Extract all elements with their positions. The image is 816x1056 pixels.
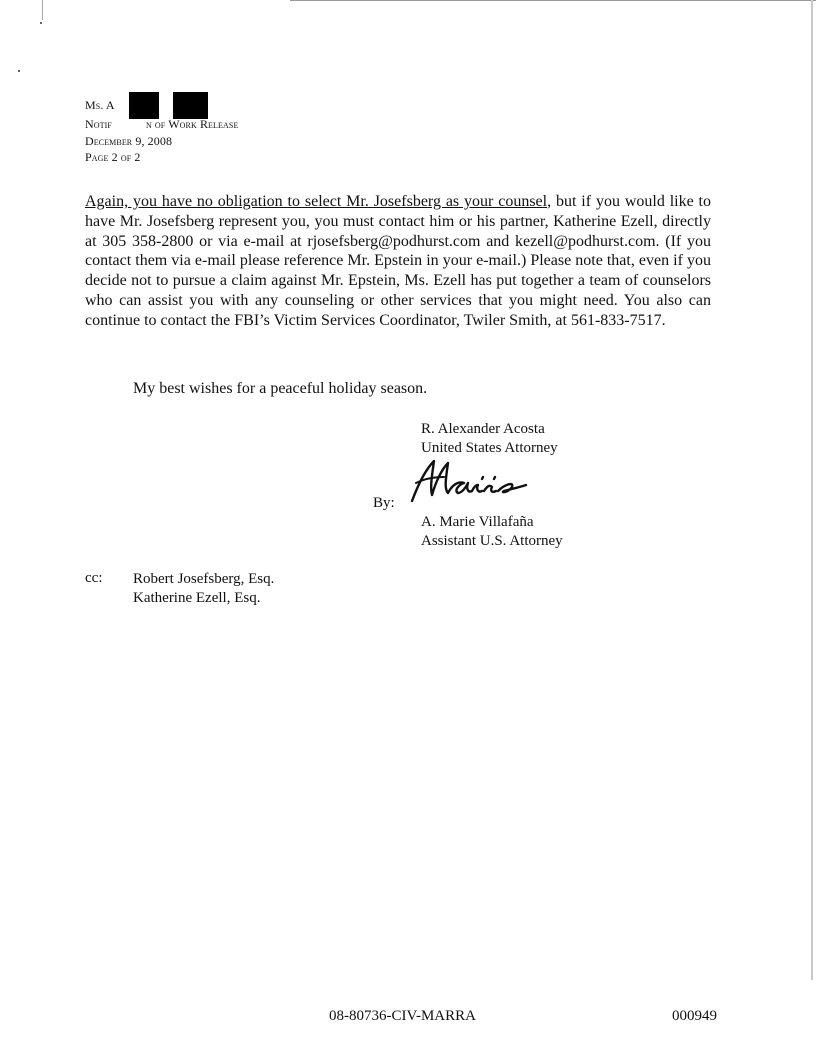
redaction-box — [173, 92, 208, 119]
page-indicator: Page 2 of 2 — [85, 150, 141, 164]
scan-edge-right — [811, 0, 813, 980]
bates-number: 000949 — [672, 1008, 717, 1024]
signatory-title: United States Attorney — [421, 440, 558, 456]
subject-lead: Notif — [85, 117, 112, 131]
agent-name: A. Marie Villafaña — [421, 514, 534, 530]
case-number: 08-80736-CIV-MARRA — [329, 1008, 476, 1024]
scan-speck — [18, 70, 20, 72]
scan-edge-top — [290, 0, 816, 1]
subject-tail: n of Work Release — [145, 117, 239, 131]
recipient-prefix: Ms. A — [85, 98, 115, 112]
redaction-box — [129, 92, 159, 119]
subject-line — [85, 116, 238, 132]
by-label: By: — [373, 495, 395, 511]
scan-speck — [40, 22, 42, 24]
cc-label: cc: — [85, 570, 103, 586]
letter-date: December 9, 2008 — [85, 134, 173, 148]
body-text: , but if you would like to have Mr. Josefsberg represent you, you must contact him or his partner, Katherine Ezell, directly at 305 358-2800 or via e-mail at rjosefsberg@podhurst.com and kezell@podhurst.com. (If you contact them via e-mail please reference Mr. Epstein in your e-mail.) Please note that, even if you decide not to pursue a claim against Mr. Epstein, Ms. Ezell has put together a team of counselors who can assist you with any counseling or other services that you might need. You also can continue to contact the FBI’s Victim Services Coordinator, Twiler Smith, at 561-833-7517. — [85, 193, 711, 329]
underlined-statement: Again, you have no obligation to select Mr. Josefsberg as your counsel — [85, 193, 548, 210]
scan-mark-left — [42, 0, 43, 20]
cc-recipient: Robert Josefsberg, Esq. — [133, 571, 275, 587]
cc-recipient: Katherine Ezell, Esq. — [133, 590, 261, 606]
handwritten-signature — [408, 455, 528, 510]
closing-wish: My best wishes for a peaceful holiday season. — [133, 380, 428, 397]
body-paragraph — [85, 192, 711, 331]
agent-title: Assistant U.S. Attorney — [421, 533, 563, 549]
signatory-name: R. Alexander Acosta — [421, 421, 545, 437]
